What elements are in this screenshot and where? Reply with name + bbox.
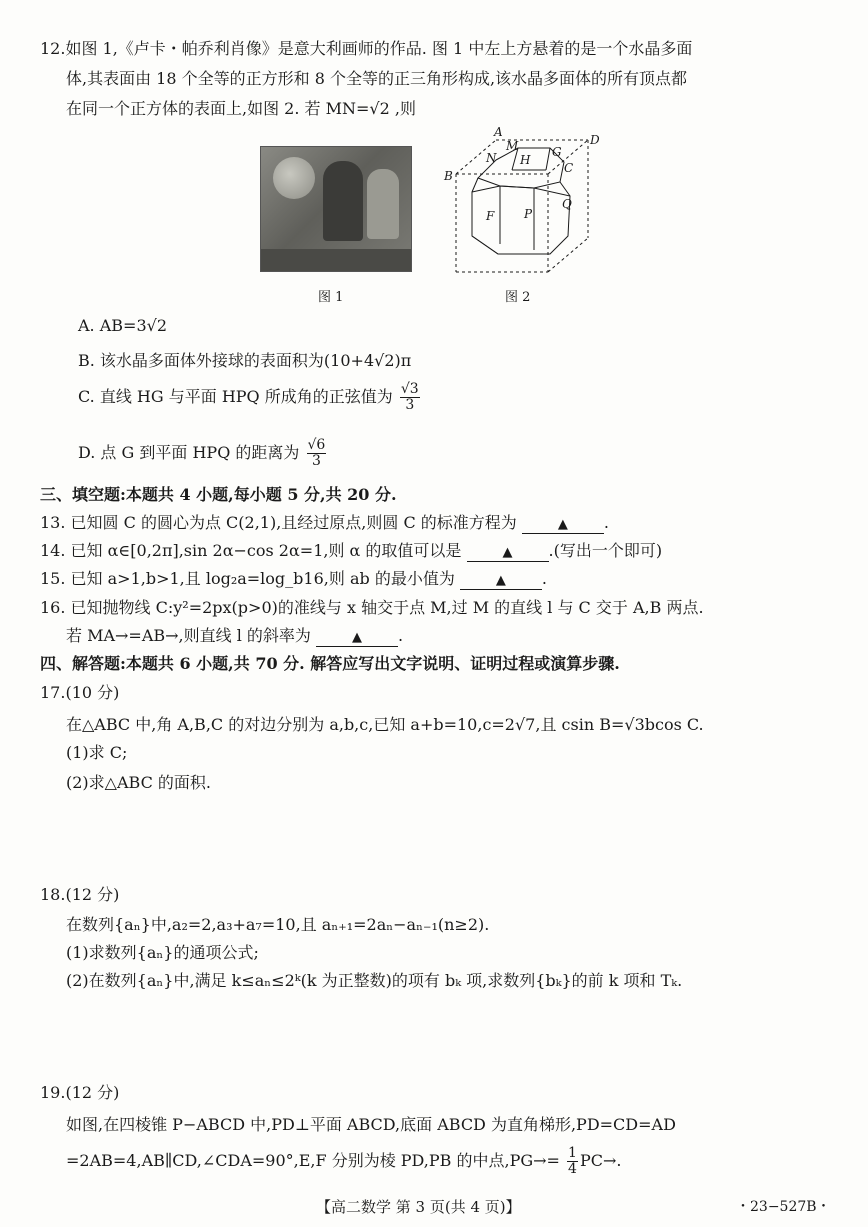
triangle-icon: ▲ [352, 630, 363, 645]
q12-line-1: 12.如图 1,《卢卡・帕乔利肖像》是意大利画师的作品. 图 1 中左上方悬着的是一个水晶多面 [40, 39, 693, 58]
page-footer-label: 【高二数学 第 3 页(共 4 页)】 [316, 1198, 521, 1216]
q18-body: 在数列{aₙ}中,a₂=2,a₃+a₇=10,且 aₙ₊₁=2aₙ−aₙ₋₁(n≥2). [66, 915, 490, 934]
figure-1-caption: 图 1 [318, 290, 344, 305]
q19-line-2 [66, 1146, 621, 1177]
polyhedron-cube-figure-2 [438, 126, 608, 276]
q15-text: 15. 已知 a>1,b>1,且 log₂a=log_b16,则 ab 的最小值为 [40, 569, 455, 588]
q13-answer-blank [522, 515, 604, 534]
q13 [40, 510, 609, 534]
q16-answer-blank [316, 628, 398, 647]
q12-option-d-numerator: √6 [307, 437, 326, 453]
q13-text: 13. 已知圆 C 的圆心为点 C(2,1),且经过原点,则圆 C 的标准方程为 [40, 513, 517, 532]
q12-option-a: A. AB=3√2 [78, 316, 167, 335]
q12-option-d-denominator: 3 [311, 453, 321, 469]
svg-text:P: P [524, 207, 533, 221]
q18-heading: 18.(12 分) [40, 885, 120, 904]
q19-fraction [567, 1146, 578, 1177]
q14-tail: .(写出一个即可) [548, 541, 663, 560]
section-4-heading: 四、解答题:本题共 6 小题,共 70 分. 解答应写出文字说明、证明过程或演算步骤. [40, 654, 620, 673]
crystal-polyhedron-shape [273, 157, 315, 199]
q12-option-c-numerator: √3 [400, 381, 419, 397]
q16-text: 若 MA→=AB→,则直线 l 的斜率为 [66, 626, 311, 645]
q16-line-1: 16. 已知抛物线 C:y²=2px(p>0)的准线与 x 轴交于点 M,过 M 的直线 l 与 C 交于 A,B 两点. [40, 598, 704, 617]
q16-line-2 [66, 623, 403, 647]
svg-text:C: C [564, 161, 574, 175]
q14 [40, 538, 662, 562]
exam-code: ・23−527B・ [736, 1199, 831, 1215]
q15-answer-blank [460, 571, 542, 590]
svg-text:D: D [590, 133, 600, 147]
svg-text:M: M [506, 139, 519, 153]
triangle-icon: ▲ [502, 545, 513, 560]
q19-line-1: 如图,在四棱锥 P−ABCD 中,PD⊥平面 ABCD,底面 ABCD 为直角梯形,PD=CD=AD [66, 1115, 676, 1134]
q15 [40, 566, 547, 590]
q12-line-2: 体,其表面由 18 个全等的正方形和 8 个全等的正三角形构成,该水晶多面体的所有顶点都 [66, 69, 688, 88]
svg-text:H: H [520, 153, 531, 167]
q12-option-d [78, 438, 328, 469]
q19-heading: 19.(12 分) [40, 1083, 120, 1102]
q14-answer-blank [467, 543, 549, 562]
section-3-heading: 三、填空题:本题共 4 小题,每小题 5 分,共 20 分. [40, 485, 397, 504]
q12-line-3: 在同一个正方体的表面上,如图 2. 若 MN=√2 ,则 [66, 99, 416, 118]
q19-line-2-tail: PC→. [579, 1151, 622, 1170]
table-shape [261, 249, 411, 271]
q14-text: 14. 已知 α∈[0,2π],sin 2α−cos 2α=1,则 α 的取值可以是 [40, 541, 462, 560]
q16-tail: . [398, 626, 404, 645]
svg-text:A: A [494, 126, 503, 139]
svg-text:F: F [486, 209, 495, 223]
q19-fraction-numerator: 1 [568, 1145, 577, 1161]
q18-part-1: (1)求数列{aₙ}的通项公式; [66, 943, 259, 962]
q17-part-1: (1)求 C; [66, 743, 128, 762]
q19-fraction-denominator: 4 [568, 1161, 577, 1177]
portrait-figure-1 [260, 146, 412, 272]
q17-part-2: (2)求△ABC 的面积. [66, 773, 211, 792]
q12-option-c-fraction [400, 382, 420, 413]
student-figure-shape [367, 169, 399, 239]
q17-heading: 17.(10 分) [40, 683, 120, 702]
svg-text:Q: Q [562, 197, 572, 211]
svg-text:B: B [444, 169, 453, 183]
q12-option-d-text: D. 点 G 到平面 HPQ 的距离为 [78, 443, 300, 462]
q12-option-d-fraction [307, 438, 327, 469]
q12-option-c [78, 382, 422, 413]
q12-option-c-text: C. 直线 HG 与平面 HPQ 所成角的正弦值为 [78, 387, 393, 406]
svg-text:G: G [552, 145, 562, 159]
svg-text:N: N [486, 151, 497, 165]
triangle-icon: ▲ [557, 517, 568, 532]
q15-tail: . [541, 569, 548, 588]
painter-figure-shape [323, 161, 363, 241]
q12-option-b: B. 该水晶多面体外接球的表面积为(10+4√2)π [78, 351, 412, 370]
triangle-icon: ▲ [495, 573, 506, 588]
figure-2-caption: 图 2 [505, 290, 531, 305]
q13-tail: . [603, 513, 609, 532]
q17-body: 在△ABC 中,角 A,B,C 的对边分别为 a,b,c,已知 a+b=10,c=2√7,且 csin B=√3bcos C. [66, 715, 704, 734]
q18-part-2: (2)在数列{aₙ}中,满足 k≤aₙ≤2ᵏ(k 为正整数)的项有 bₖ 项,求数列{bₖ}的前 k 项和 Tₖ. [66, 971, 683, 990]
q12-option-c-denominator: 3 [405, 397, 415, 413]
q19-line-2-text: =2AB=4,AB∥CD,∠CDA=90°,E,F 分别为棱 PD,PB 的中点,PG→= [66, 1151, 560, 1170]
